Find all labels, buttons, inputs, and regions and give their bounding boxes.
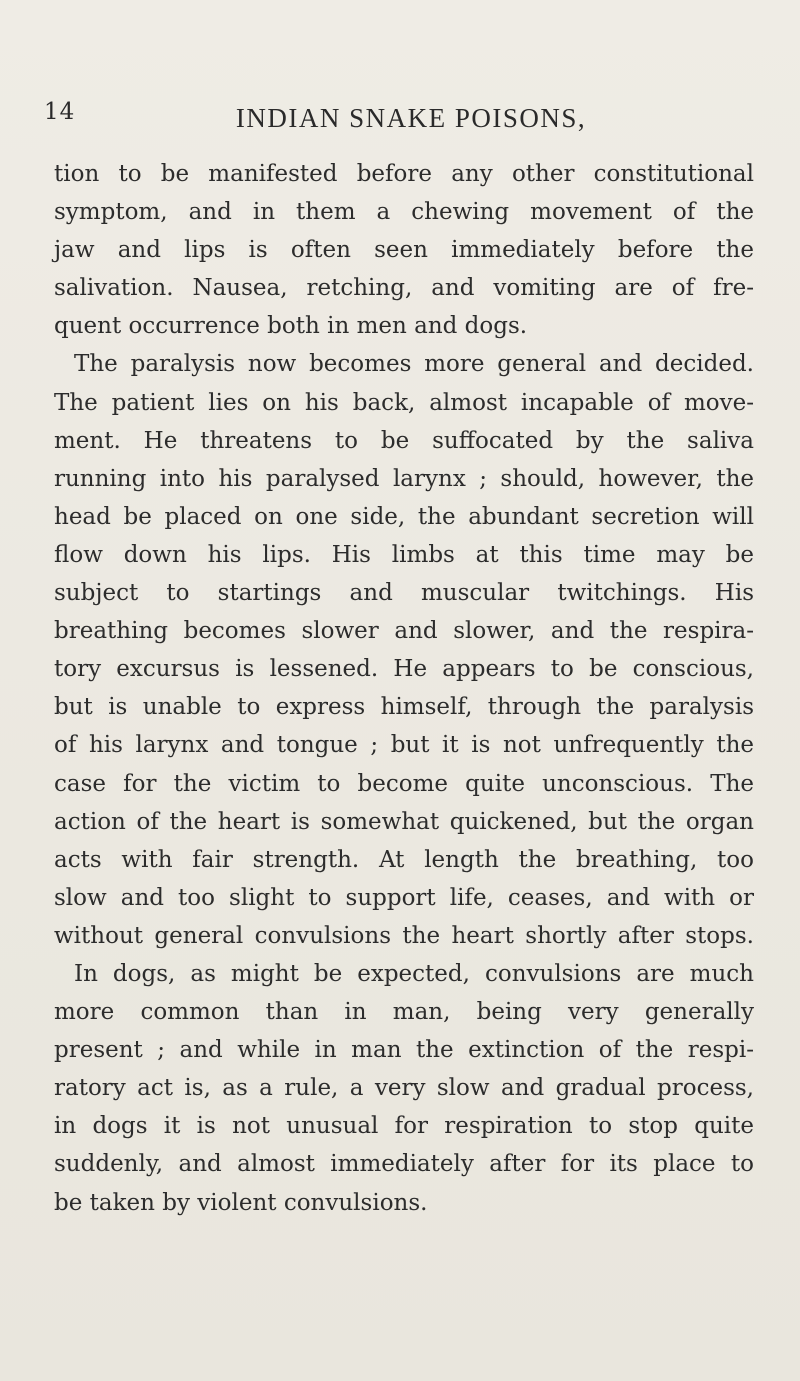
- text-line: more common than in man, being very generally: [54, 999, 754, 1026]
- text-line: present ; and while in man the extinction of the respi-: [54, 1037, 754, 1064]
- text-line: symptom, and in them a chewing movement of the: [54, 199, 754, 226]
- text-line: subject to startings and muscular twitchings. His: [54, 580, 754, 607]
- text-line: action of the heart is somewhat quickened, but the organ: [54, 808, 754, 835]
- text-line: slow and too slight to support life, ceases, and with or: [54, 884, 754, 911]
- text-line: flow down his lips. His limbs at this time may be: [54, 541, 754, 568]
- text-line: but is unable to express himself, through the paralysis: [54, 694, 754, 721]
- body-text: [54, 155, 754, 1222]
- text-line: salivation. Nausea, retching, and vomiting are of fre-: [54, 275, 754, 302]
- text-line: tion to be manifested before any other constitutional: [54, 161, 754, 187]
- text-line: quent occurrence both in men and dogs.: [54, 313, 528, 340]
- text-line: breathing becomes slower and slower, and the respira-: [54, 618, 754, 645]
- page-number: 14: [44, 99, 76, 125]
- text-line: without general convulsions the heart shortly after stops.: [54, 922, 754, 949]
- text-line: of his larynx and tongue ; but it is not unfrequently the: [54, 732, 754, 759]
- text-line: ment. He threatens to be suffocated by the saliva: [54, 427, 754, 454]
- text-line: ratory act is, as a rule, a very slow and gradual process,: [54, 1075, 754, 1102]
- text-line: The paralysis now becomes more general and decided.: [74, 351, 754, 378]
- text-line: The patient lies on his back, almost incapable of move-: [54, 389, 754, 416]
- text-line: case for the victim to become quite unconscious. The: [54, 770, 754, 797]
- text-line: In dogs, as might be expected, convulsions are much: [74, 960, 754, 987]
- text-line: tory excursus is lessened. He appears to be conscious,: [54, 656, 754, 683]
- text-line: suddenly, and almost immediately after for its place to: [54, 1151, 754, 1178]
- text-line: be taken by violent convulsions.: [54, 1189, 428, 1216]
- text-line: running into his paralysed larynx ; should, however, the: [54, 465, 754, 492]
- text-line: jaw and lips is often seen immediately before the: [54, 237, 754, 264]
- text-line: acts with fair strength. At length the breathing, too: [54, 846, 754, 873]
- text-line: head be placed on one side, the abundant secretion will: [54, 503, 754, 530]
- running-head-title: INDIAN SNAKE POISONS,: [235, 103, 587, 133]
- text-line: in dogs it is not unusual for respiration to stop quite: [54, 1113, 754, 1140]
